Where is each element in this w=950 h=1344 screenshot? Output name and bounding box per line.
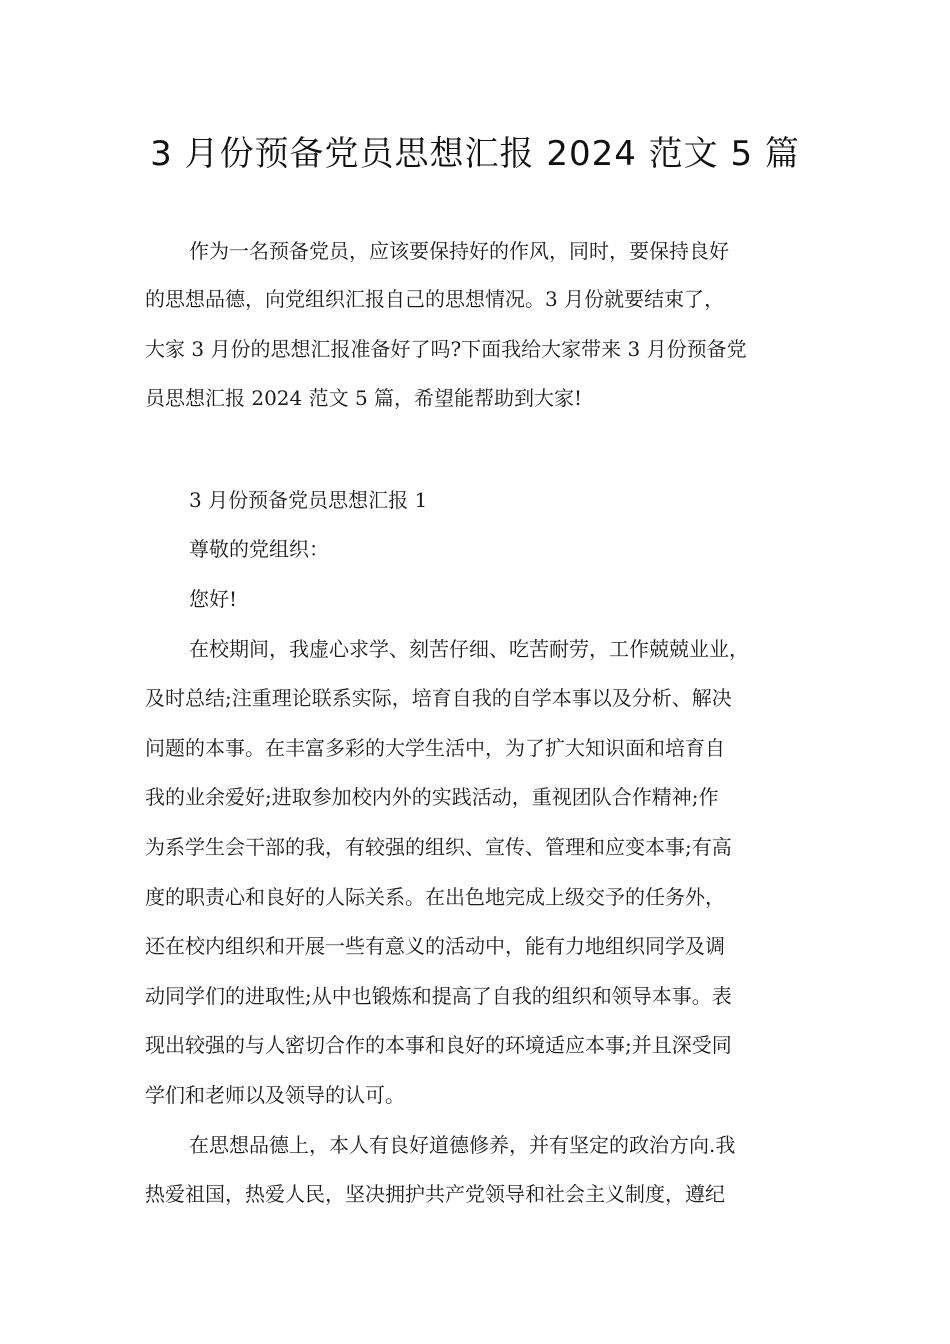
paragraph-line: 及时总结;注重理论联系实际，培育自我的自学本事以及分析、解决 xyxy=(145,686,732,710)
paragraph-line: 学们和老师以及领导的认可。 xyxy=(145,1083,405,1107)
paragraph-line: 员思想汇报 2024 范文 5 篇，希望能帮助到大家! xyxy=(145,386,583,410)
paragraph-line: 的思想品德，向党组织汇报自己的思想情况。3 月份就要结束了， xyxy=(145,287,725,311)
paragraph-line: 作为一名预备党员，应该要保持好的作风，同时，要保持良好 xyxy=(189,239,729,263)
paragraph-line: 我的业余爱好;进取参加校内外的实践活动，重视团队合作精神;作 xyxy=(145,785,719,809)
paragraph-line: 热爱祖国，热爱人民，坚决拥护共产党领导和社会主义制度，遵纪 xyxy=(145,1182,725,1206)
paragraph-line: 在校期间，我虚心求学、刻苦仔细、吃苦耐劳，工作兢兢业业， xyxy=(189,637,749,661)
document-title: 3 月份预备党员思想汇报 2024 范文 5 篇 xyxy=(150,134,800,174)
salutation: 尊敬的党组织： xyxy=(189,537,329,561)
paragraph-line: 动同学们的进取性;从中也锻炼和提高了自我的组织和领导本事。表 xyxy=(145,984,732,1008)
paragraph-line: 度的职责心和良好的人际关系。在出色地完成上级交予的任务外， xyxy=(145,885,725,909)
paragraph-line: 问题的本事。在丰富多彩的大学生活中，为了扩大知识面和培育自 xyxy=(145,736,725,760)
paragraph-line: 为系学生会干部的我，有较强的组织、宣传、管理和应变本事;有高 xyxy=(145,835,732,859)
greeting: 您好! xyxy=(189,587,238,611)
paragraph-line: 大家 3 月份的思想汇报准备好了吗?下面我给大家带来 3 月份预备党 xyxy=(145,337,747,361)
section-heading: 3 月份预备党员思想汇报 1 xyxy=(189,488,428,512)
paragraph-line: 现出较强的与人密切合作的本事和良好的环境适应本事;并且深受同 xyxy=(145,1033,732,1057)
paragraph-line: 在思想品德上，本人有良好道德修养，并有坚定的政治方向.我 xyxy=(189,1133,736,1157)
paragraph-line: 还在校内组织和开展一些有意义的活动中，能有力地组织同学及调 xyxy=(145,934,725,958)
